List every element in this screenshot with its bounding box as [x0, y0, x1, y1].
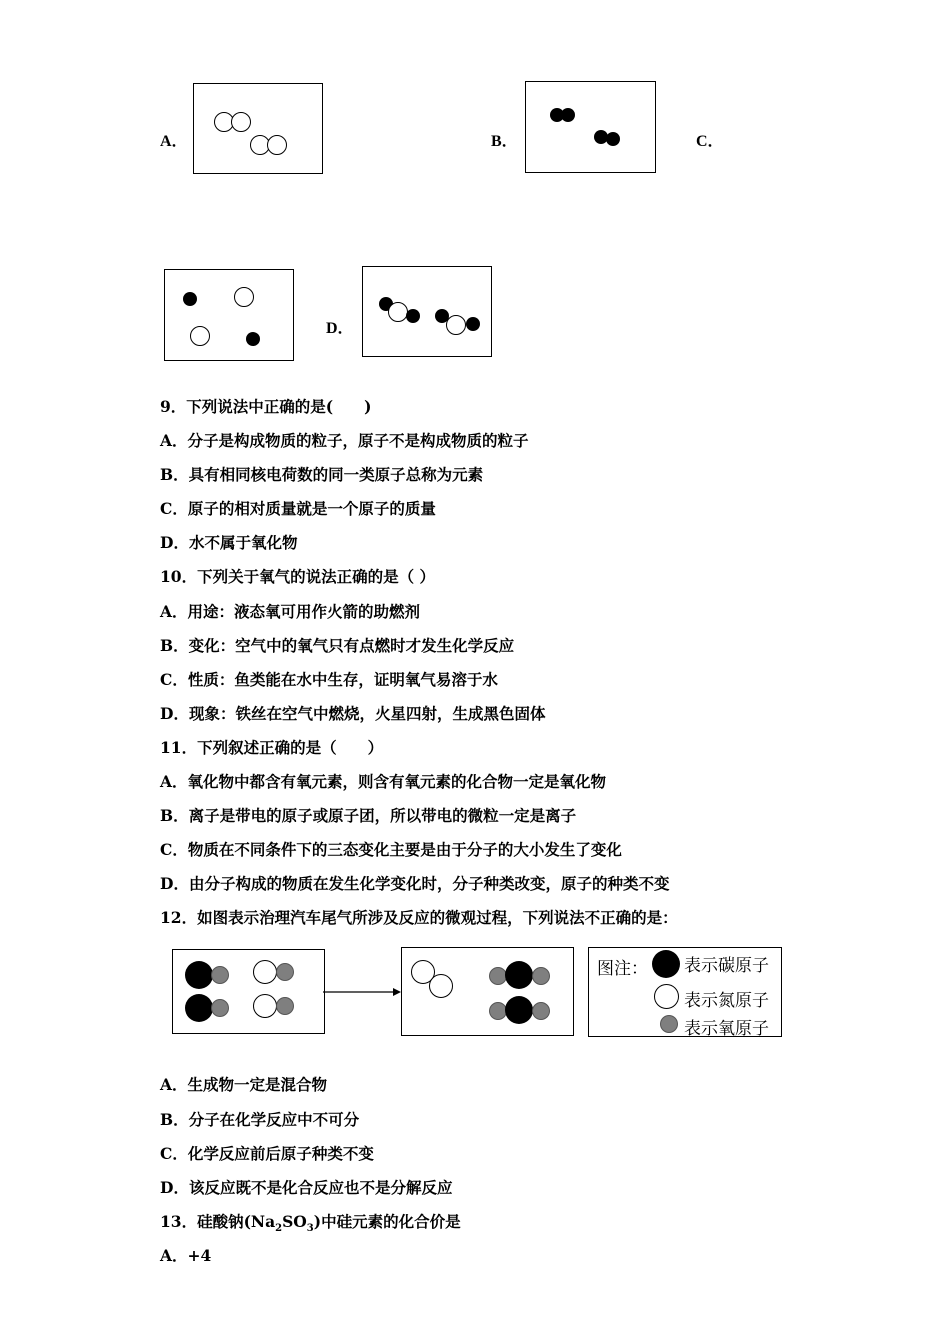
q10-option-b: B．变化：空气中的氧气只有点燃时才发生化学反应	[160, 636, 515, 655]
nitrogen-legend-atom	[654, 984, 679, 1009]
q10-option-a: A．用途：液态氧可用作火箭的助燃剂	[160, 602, 421, 621]
q12-option-c: C．化学反应前后原子种类不变	[160, 1144, 374, 1163]
carbon-atom	[505, 996, 533, 1024]
legend-title: 图注：	[597, 959, 648, 979]
legend-nitrogen: 表示氮原子	[684, 991, 769, 1011]
option-b-label: B．	[491, 133, 518, 150]
white-atom	[388, 302, 408, 322]
black-atom	[406, 309, 420, 323]
oxygen-atom	[532, 967, 550, 985]
carbon-legend-atom	[652, 950, 680, 978]
option-c-diagram	[164, 269, 294, 361]
black-atom	[183, 292, 197, 306]
white-atom	[234, 287, 254, 307]
q13-stem-pre: 13．硅酸钠(Na	[160, 1212, 276, 1231]
oxygen-atom	[211, 999, 229, 1017]
q9-option-a: A．分子是构成物质的粒子，原子不是构成物质的粒子	[160, 431, 529, 450]
option-d-label: D．	[326, 320, 354, 337]
carbon-atom	[185, 961, 213, 989]
q9-option-c: C．原子的相对质量就是一个原子的质量	[160, 499, 436, 518]
q12-option-b: B．分子在化学反应中不可分	[160, 1110, 360, 1129]
q11-option-b: B．离子是带电的原子或原子团，所以带电的微粒一定是离子	[160, 806, 577, 825]
q9-option-d: D．水不属于氧化物	[160, 533, 298, 552]
q9-stem: 9．下列说法中正确的是( )	[160, 397, 372, 416]
carbon-atom	[185, 994, 213, 1022]
white-atom	[231, 112, 251, 132]
option-c-label: C．	[696, 133, 724, 150]
oxygen-atom	[211, 966, 229, 984]
q10-option-d: D．现象：铁丝在空气中燃烧，火星四射，生成黑色固体	[160, 704, 546, 723]
black-atom	[606, 132, 620, 146]
products-diagram	[401, 947, 574, 1036]
option-a-diagram	[193, 83, 323, 174]
reactants-diagram	[172, 949, 325, 1034]
nitrogen-atom	[253, 994, 277, 1018]
option-d-diagram	[362, 266, 492, 357]
legend	[588, 947, 782, 1037]
q13-sub-1: 2	[275, 1223, 283, 1235]
q13-sub-2: 3	[306, 1223, 314, 1235]
q11-option-d: D．由分子构成的物质在发生化学变化时，分子种类改变，原子的种类不变	[160, 874, 670, 893]
reaction-arrow	[323, 984, 403, 1000]
white-atom	[446, 315, 466, 335]
q12-option-d: D．该反应既不是化合反应也不是分解反应	[160, 1178, 453, 1197]
nitrogen-atom	[429, 974, 453, 998]
black-atom	[561, 108, 575, 122]
nitrogen-atom	[253, 960, 277, 984]
white-atom	[190, 326, 210, 346]
q13-option-a: A．+4	[160, 1246, 212, 1265]
oxygen-atom	[532, 1002, 550, 1020]
carbon-atom	[505, 961, 533, 989]
black-atom	[466, 317, 480, 331]
q13-stem-mid: SO	[282, 1212, 307, 1231]
legend-carbon: 表示碳原子	[684, 956, 769, 976]
q13-stem-post: )中硅元素的化合价是	[313, 1212, 461, 1231]
q12-stem: 12．如图表示治理汽车尾气所涉及反应的微观过程，下列说法不正确的是：	[160, 908, 678, 927]
white-atom	[267, 135, 287, 155]
oxygen-atom	[276, 997, 294, 1015]
oxygen-legend-atom	[660, 1015, 678, 1033]
q11-option-c: C．物质在不同条件下的三态变化主要是由于分子的大小发生了变化	[160, 840, 622, 859]
q11-stem: 11．下列叙述正确的是（ ）	[160, 738, 384, 757]
q11-option-a: A．氧化物中都含有氧元素，则含有氧元素的化合物一定是氧化物	[160, 772, 607, 791]
black-atom	[246, 332, 260, 346]
option-a-label: A．	[160, 133, 188, 150]
oxygen-atom	[276, 963, 294, 981]
q10-stem: 10．下列关于氧气的说法正确的是（ ）	[160, 567, 435, 586]
q13-stem	[160, 1212, 461, 1239]
q10-option-c: C．性质：鱼类能在水中生存，证明氧气易溶于水	[160, 670, 498, 689]
legend-oxygen: 表示氧原子	[684, 1019, 769, 1039]
q9-option-b: B．具有相同核电荷数的同一类原子总称为元素	[160, 465, 484, 484]
option-b-diagram	[525, 81, 656, 173]
q12-option-a: A．生成物一定是混合物	[160, 1075, 328, 1094]
